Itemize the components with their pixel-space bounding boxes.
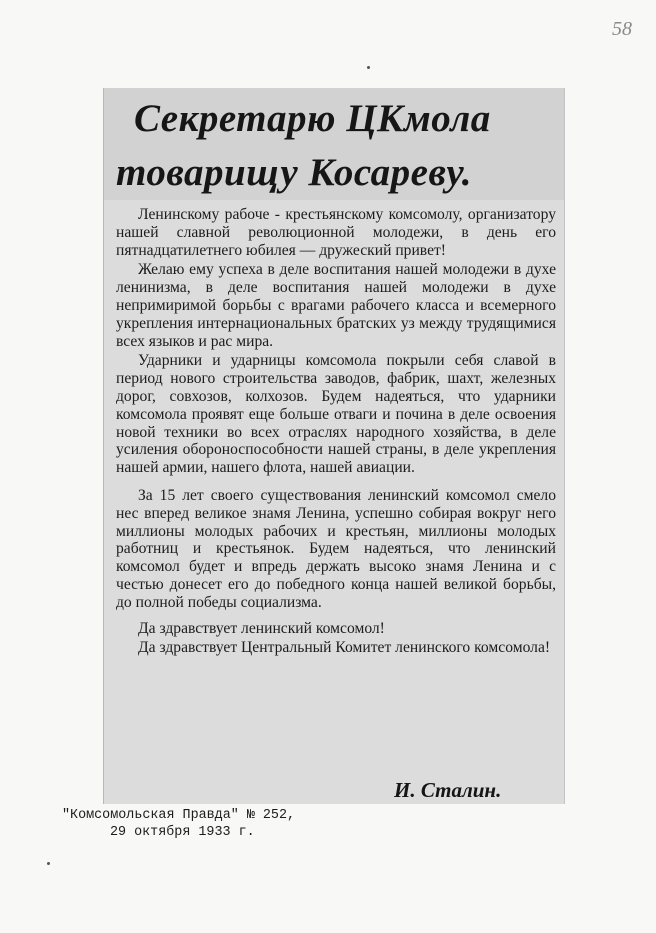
headline-line-2: товарищу Косареву. — [116, 151, 473, 194]
paragraph-shock-workers: Ударники и ударницы комсомола покрыли себя славой в период нового строительства заводов, фабрик, шахт, железных дорог, совхозов, колхозов. Будем надеяться, что ударники комсомола проявят еще больше отваги и почина в деле освоения новой техники во всех отраслях народного хозяйства, в деле усиления обороноспособности нашей страны, в деле укрепления нашей армии, нашего флота, нашей авиации. — [116, 352, 556, 477]
paragraph-wishes: Желаю ему успеха в деле воспитания нашей молодежи в духе ленинизма, в деле воспитания нашей молодежи в духе непримиримой борьбы с врагами рабочего класса и всемерного укрепления интернациональных братских уз между трудящимися всех языков и рас мира. — [116, 261, 556, 350]
paragraph-long-live-komsomol: Да здравствует ленинский комсомол! — [138, 619, 385, 637]
source-date: 29 октября 1933 г. — [110, 825, 255, 840]
letter-body — [116, 206, 556, 659]
headline-line-1: Секретарю ЦКмола — [134, 97, 491, 140]
source-citation — [62, 807, 295, 841]
signature: И. Сталин. — [394, 778, 502, 802]
headline-block — [104, 88, 564, 200]
source-newspaper: "Комсомольская Правда" № 252, — [62, 808, 296, 823]
paragraph-long-live-central-committee: Да здравствует Центральный Комитет ленинского комсомола! — [138, 639, 551, 657]
page-number: 58 — [612, 18, 632, 40]
paragraph-fifteen-years: За 15 лет своего существования ленинский комсомол смело нес вперед великое знамя Ленина, успешно собирая вокруг него миллионы молодых рабочих и крестьян, миллионы молодых работниц и крестьянок. Будем надеяться, что ленинский комсомол будет и впредь держать высоко знамя Ленина и с честью донесет его до победного конца нашей великой борьбы, до полной победы социализма. — [116, 486, 556, 611]
newspaper-clipping — [103, 88, 565, 804]
speck-mark — [367, 66, 370, 69]
speck-mark — [47, 862, 50, 865]
paragraph-greeting: Ленинскому рабоче - крестьянскому комсомолу, организатору нашей славной революционной молодежи, в день его пятнадцатилетнего юбилея — дружеский привет! — [116, 206, 556, 259]
